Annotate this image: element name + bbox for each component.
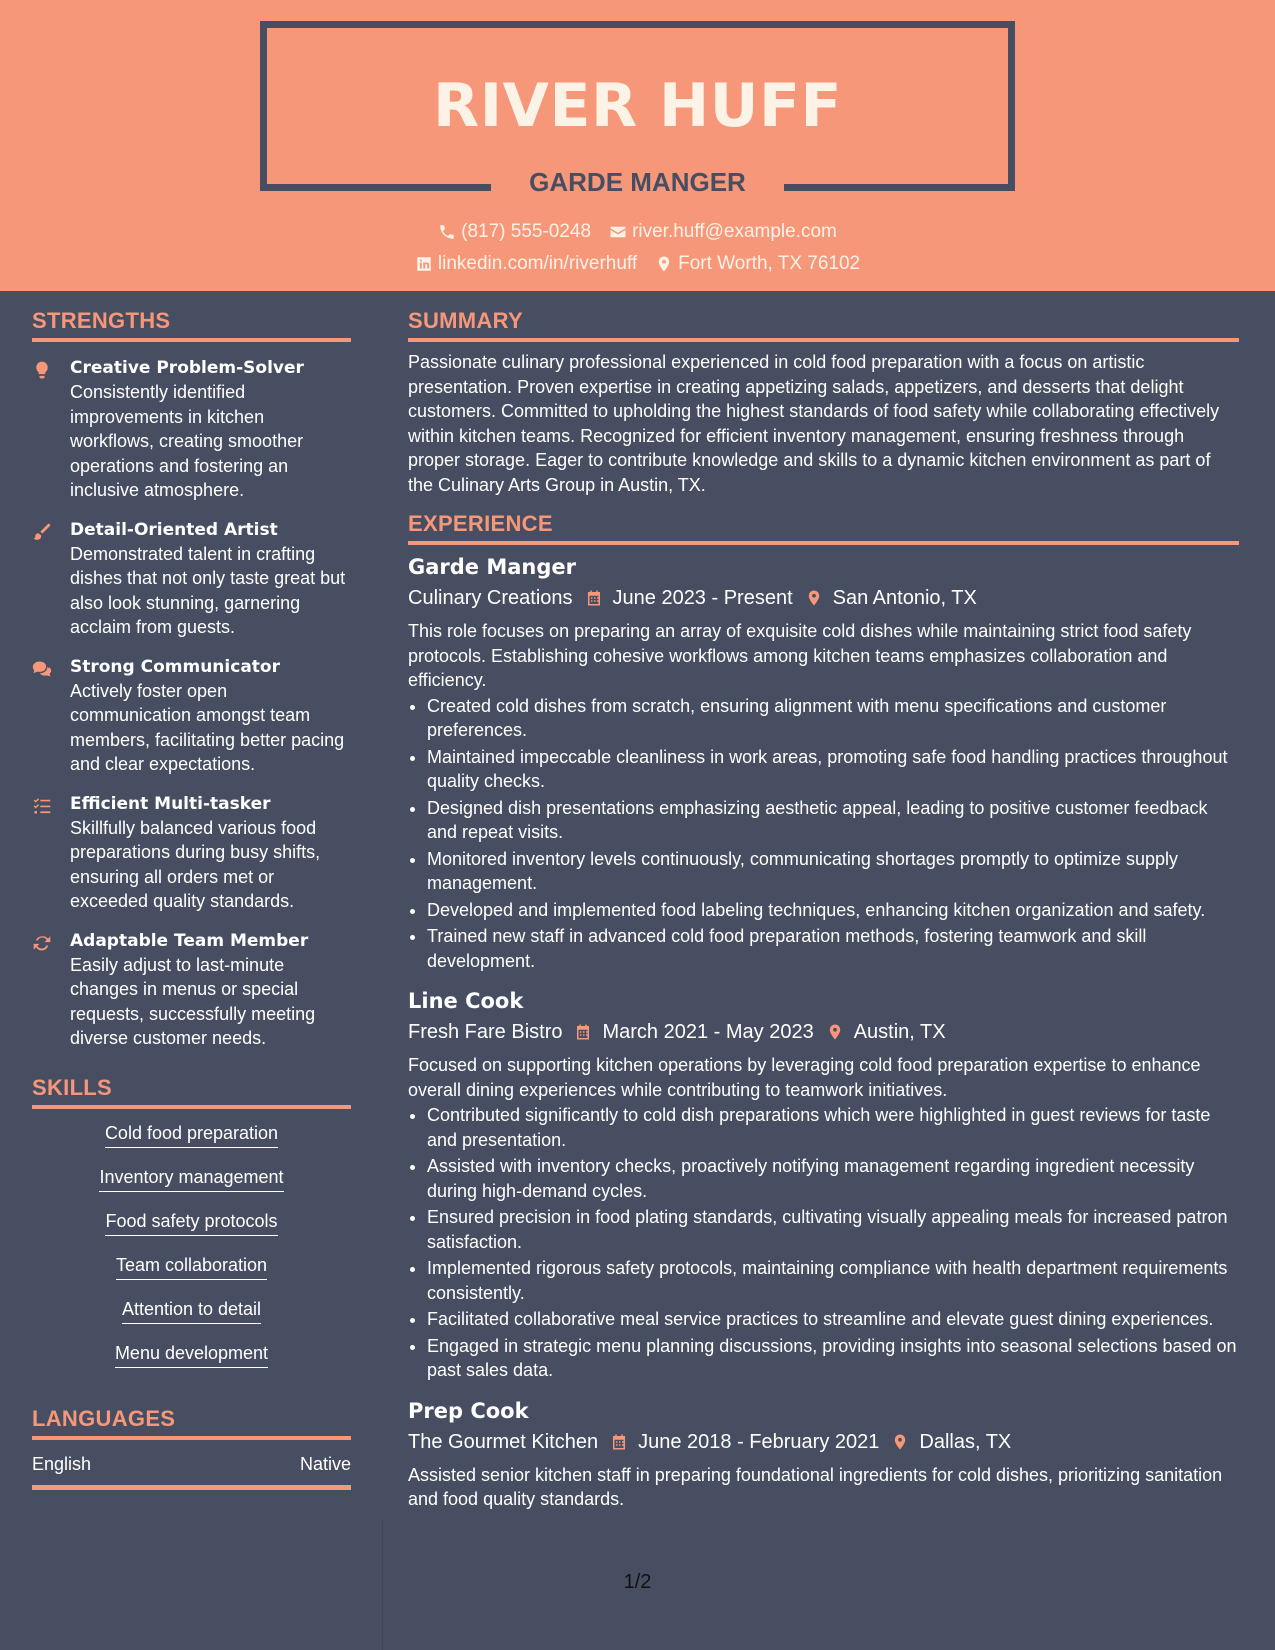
strength-desc: Actively foster open communication amongst team members, facilitating better pacing and clear expectations. [70, 680, 345, 774]
strength-title: Efficient Multi-tasker [70, 793, 271, 814]
list-item: • Created cold dishes from scratch, ensuring alignment with menu specifications and customer preferences. [427, 694, 1239, 743]
location-text: Fort Worth, TX 76102 [678, 253, 861, 274]
email-text: river.huff@example.com [632, 221, 837, 242]
job-dates: June 2018 - February 2021 [638, 1430, 880, 1453]
linkedin-icon [415, 255, 433, 273]
company-name: The Gourmet Kitchen [408, 1430, 599, 1453]
list-item: • Monitored inventory levels continuously, communicating shortages promptly to optimize supply management. [427, 847, 1239, 896]
right-column [408, 291, 1239, 1512]
location-contact [655, 253, 860, 275]
list-item: • Facilitated collaborative meal service practices to streamline and elevate guest dining experiences. [427, 1307, 1239, 1332]
job-entry-title: Garde Manger [408, 555, 576, 579]
skill-item: Menu development [32, 1341, 351, 1368]
job-entry-title: Prep Cook [408, 1398, 529, 1423]
job-description: Assisted senior kitchen staff in preparing foundational ingredients for cold dishes, prioritizing sanitation and food quality standards. [408, 1464, 1223, 1509]
job-meta [408, 1429, 1239, 1455]
job-bullets [408, 694, 1239, 974]
strength-item [32, 356, 351, 503]
strength-title: Creative Problem-Solver [70, 358, 304, 378]
candidate-name: RIVER HUFF [433, 71, 842, 141]
paintbrush-icon [32, 522, 52, 542]
skills-list [32, 1121, 351, 1368]
summary-text: Passionate culinary professional experienced in cold food preparation with a focus on artistic presentation. Proven expertise in creating appetizing salads, appetizers, and desserts that delight customers. Committed to upholding the highest standards of food safety while collaborating effectively within kitchen teams. Recognized for efficient inventory management, ensuring freshness through proper storage. Eager to contribute knowledge and skills to a dynamic kitchen environment as part of the Culinary Arts Group in Austin, TX. [408, 352, 1220, 495]
strength-item [32, 929, 351, 1051]
calendar-icon [574, 1022, 592, 1042]
strength-item [32, 655, 351, 777]
language-name: English [32, 1453, 92, 1474]
job-meta [408, 585, 1239, 611]
job-description: Focused on supporting kitchen operations by leveraging cold food preparation expertise to enhance overall dining experiences while contributing to teamwork initiatives. [408, 1055, 1201, 1100]
left-column [32, 291, 351, 1490]
calendar-icon [610, 1432, 628, 1452]
company-name: Fresh Fare Bistro [408, 1021, 563, 1043]
job-dates: March 2021 - May 2023 [602, 1021, 814, 1043]
phone-text: (817) 555-0248 [461, 221, 592, 242]
skill-item: Cold food preparation [32, 1121, 351, 1148]
contact-row-1 [0, 221, 1275, 243]
skill-item: Food safety protocols [32, 1209, 351, 1236]
map-pin-icon [891, 1432, 909, 1452]
job-location: San Antonio, TX [832, 587, 977, 609]
job-title: GARDE MANGER [529, 167, 746, 197]
skill-item: Inventory management [32, 1165, 351, 1192]
linkedin-contact[interactable] [415, 253, 637, 275]
job-description: This role focuses on preparing an array of exquisite cold dishes while maintaining strict food safety protocols. Establishing cohesive workflows among kitchen teams emphasizes collaboration and efficiency. [408, 621, 1192, 690]
job-bullets [408, 1103, 1239, 1383]
language-level: Native [299, 1453, 351, 1474]
phone-icon [438, 223, 456, 241]
lightbulb-icon [32, 360, 52, 380]
strength-title: Strong Communicator [70, 656, 280, 677]
resume-header [0, 0, 1275, 291]
map-pin-icon [655, 255, 673, 273]
name-frame [260, 21, 1015, 191]
tasks-icon [32, 796, 52, 816]
strength-desc: Easily adjust to last-minute changes in menus or special requests, successfully meeting diverse customer needs. [70, 954, 316, 1048]
job-dates: June 2023 - Present [612, 587, 793, 609]
strength-item [32, 518, 351, 640]
job-location: Austin, TX [853, 1021, 946, 1043]
list-item: • Trained new staff in advanced cold food preparation methods, fostering teamwork and skill development. [427, 924, 1239, 973]
list-item: • Ensured precision in food plating standards, cultivating visually appealing meals for increased patron satisfaction. [427, 1205, 1239, 1254]
page-indicator: 1/2 [623, 1571, 652, 1593]
strength-item [32, 792, 351, 914]
list-item: • Engaged in strategic menu planning discussions, providing insights into seasonal selections based on past sales data. [427, 1334, 1239, 1383]
job-entry [408, 553, 1239, 973]
job-location: Dallas, TX [919, 1430, 1012, 1453]
list-item: • Contributed significantly to cold dish preparations which were highlighted in guest reviews for taste and presentation. [427, 1103, 1239, 1152]
strength-desc: Consistently identified improvements in kitchen workflows, creating smoother operations and fostering an inclusive atmosphere. [70, 382, 304, 500]
map-pin-icon [826, 1022, 844, 1042]
list-item: • Maintained impeccable cleanliness in work areas, promoting safe food handling practices throughout quality checks. [427, 745, 1239, 794]
strength-desc: Demonstrated talent in crafting dishes that not only taste great but also look stunning, garnering acclaim from guests. [70, 543, 346, 637]
envelope-icon [609, 223, 627, 241]
map-pin-icon [805, 588, 823, 608]
strength-desc: Skillfully balanced various food preparations during busy shifts, ensuring all orders met or exceeded quality standards. [70, 817, 321, 911]
list-item: • Developed and implemented food labeling techniques, enhancing kitchen organization and safety. [427, 898, 1239, 923]
job-entry [408, 987, 1239, 1383]
language-row [32, 1440, 351, 1490]
calendar-icon [585, 588, 603, 608]
linkedin-text: linkedin.com/in/riverhuff [437, 253, 638, 274]
list-item: • Designed dish presentations emphasizing aesthetic appeal, leading to positive customer feedback and repeat visits. [427, 796, 1239, 845]
job-meta [408, 1019, 1239, 1045]
experience-heading: EXPERIENCE [408, 511, 1239, 545]
languages-heading: LANGUAGES [32, 1406, 351, 1440]
list-item: • Assisted with inventory checks, proactively notifying management regarding ingredient necessity during high-demand cycles. [427, 1154, 1239, 1203]
contact-row-2 [0, 253, 1275, 275]
company-name: Culinary Creations [408, 587, 573, 609]
job-entry-title: Line Cook [408, 989, 524, 1013]
strengths-heading: STRENGTHS [32, 308, 351, 342]
skills-heading: SKILLS [32, 1075, 351, 1109]
phone-contact[interactable] [438, 221, 591, 243]
job-entry [408, 1397, 1239, 1512]
summary-heading: SUMMARY [408, 308, 1239, 342]
list-item: • Implemented rigorous safety protocols, maintaining compliance with health department requirements consistently. [427, 1256, 1239, 1305]
sync-icon [32, 933, 52, 953]
comments-icon [32, 659, 52, 679]
skill-item: Team collaboration [32, 1253, 351, 1280]
strength-title: Adaptable Team Member [70, 930, 309, 951]
email-contact[interactable] [609, 221, 837, 243]
skill-item: Attention to detail [32, 1297, 351, 1324]
strength-title: Detail-Oriented Artist [70, 519, 278, 540]
